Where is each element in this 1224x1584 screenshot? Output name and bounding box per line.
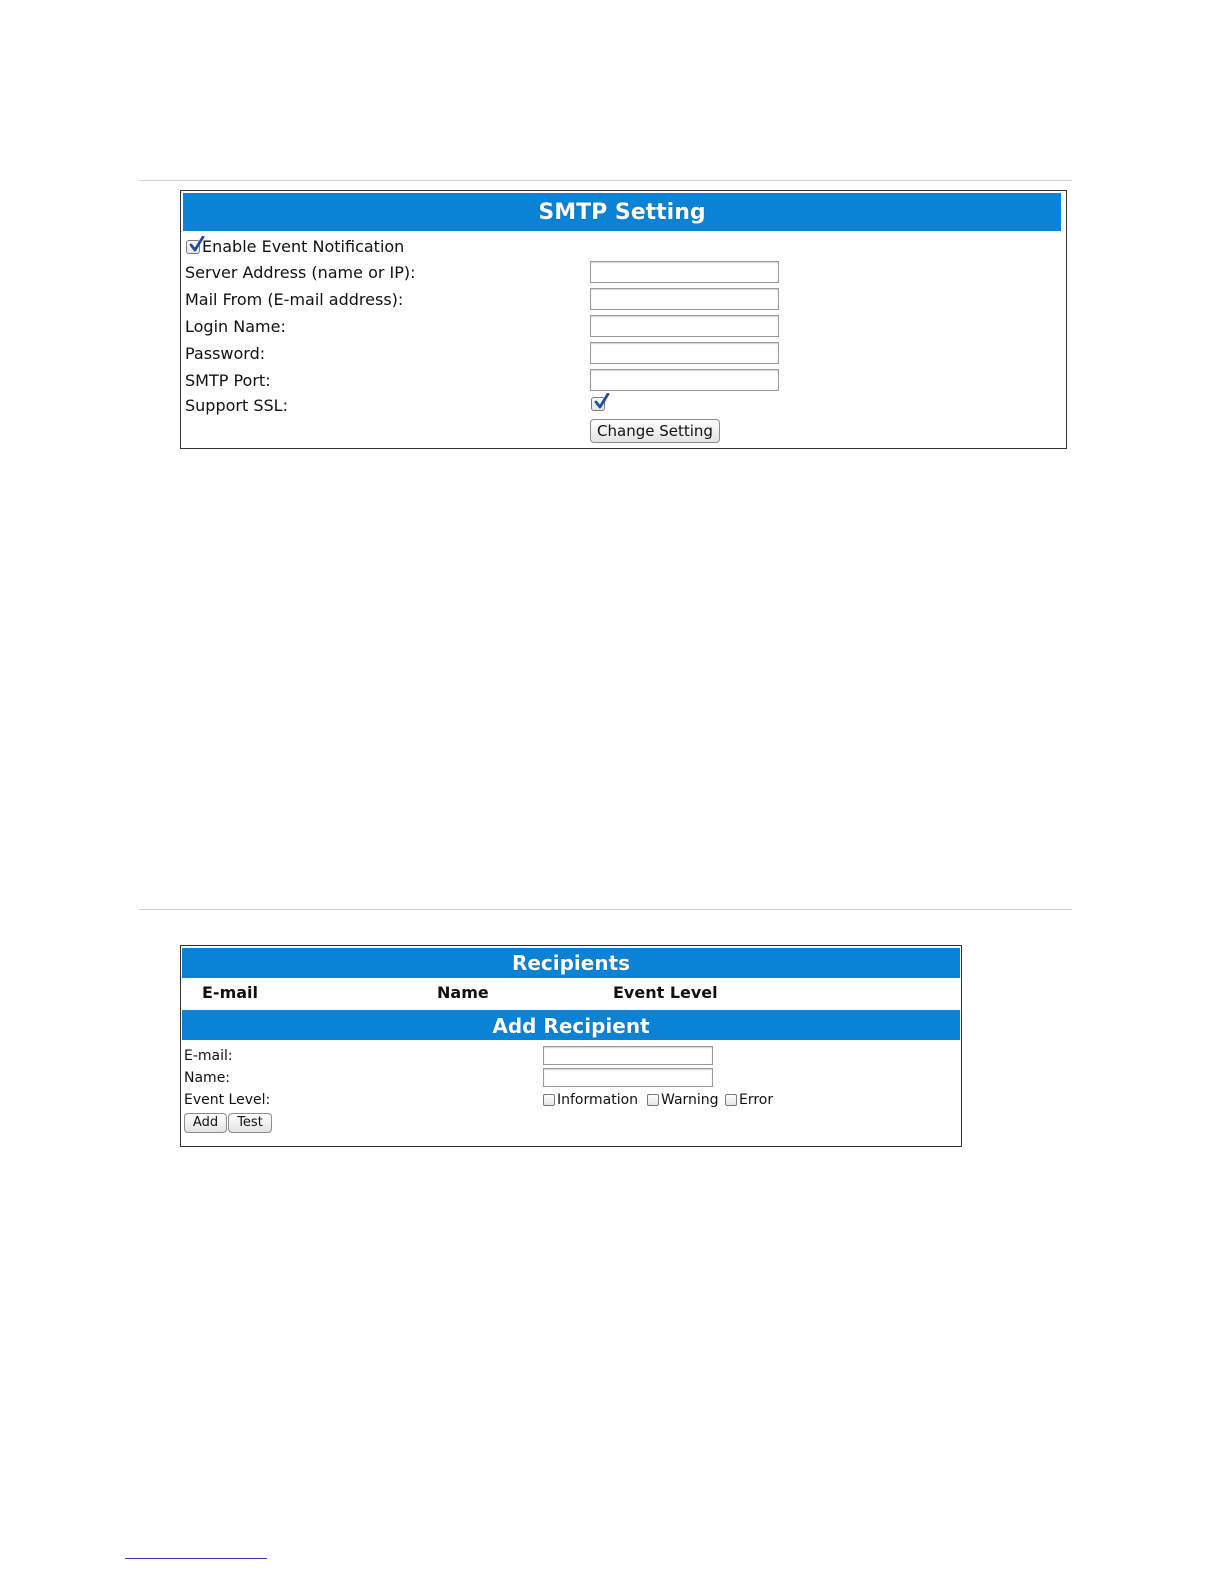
- password-label: Password:: [185, 344, 266, 363]
- support-ssl-label: Support SSL:: [185, 396, 288, 415]
- recipient-email-input[interactable]: [543, 1046, 713, 1065]
- recipient-email-label: E-mail:: [184, 1048, 233, 1064]
- level-error-label: Error: [739, 1092, 774, 1108]
- level-warning-checkbox[interactable]: [647, 1094, 659, 1106]
- column-header-event-level: Event Level: [613, 983, 718, 1002]
- server-address-input[interactable]: [590, 261, 779, 283]
- checkmark-icon: [593, 393, 611, 411]
- server-address-label: Server Address (name or IP):: [185, 263, 416, 282]
- smtp-port-label: SMTP Port:: [185, 371, 271, 390]
- password-input[interactable]: [590, 342, 779, 364]
- add-button[interactable]: Add: [184, 1113, 227, 1133]
- middle-divider: [139, 909, 1072, 910]
- enable-notification-label: Enable Event Notification: [202, 237, 405, 256]
- recipients-panel: [180, 945, 962, 1147]
- enable-notification-checkbox[interactable]: [186, 240, 200, 254]
- recipient-name-label: Name:: [184, 1070, 231, 1086]
- change-setting-button[interactable]: Change Setting: [590, 419, 720, 443]
- mail-from-label: Mail From (E-mail address):: [185, 290, 404, 309]
- level-warning-label: Warning: [661, 1092, 719, 1108]
- support-ssl-checkbox[interactable]: [591, 397, 605, 411]
- level-information-checkbox[interactable]: [543, 1094, 555, 1106]
- recipients-title: Recipients: [182, 948, 960, 978]
- login-name-label: Login Name:: [185, 317, 286, 336]
- add-recipient-title: Add Recipient: [182, 1010, 960, 1040]
- test-button[interactable]: Test: [228, 1113, 272, 1133]
- level-information-label: Information: [557, 1092, 639, 1108]
- level-error-checkbox[interactable]: [725, 1094, 737, 1106]
- login-name-input[interactable]: [590, 315, 779, 337]
- smtp-port-input[interactable]: [590, 369, 779, 391]
- footnote-rule: [125, 1558, 267, 1559]
- smtp-setting-panel: [180, 190, 1067, 449]
- top-divider: [139, 180, 1072, 181]
- event-level-label: Event Level:: [184, 1092, 271, 1108]
- recipient-name-input[interactable]: [543, 1068, 713, 1087]
- smtp-setting-title: SMTP Setting: [183, 193, 1061, 231]
- mail-from-input[interactable]: [590, 288, 779, 310]
- column-header-email: E-mail: [202, 983, 259, 1002]
- column-header-name: Name: [437, 983, 489, 1002]
